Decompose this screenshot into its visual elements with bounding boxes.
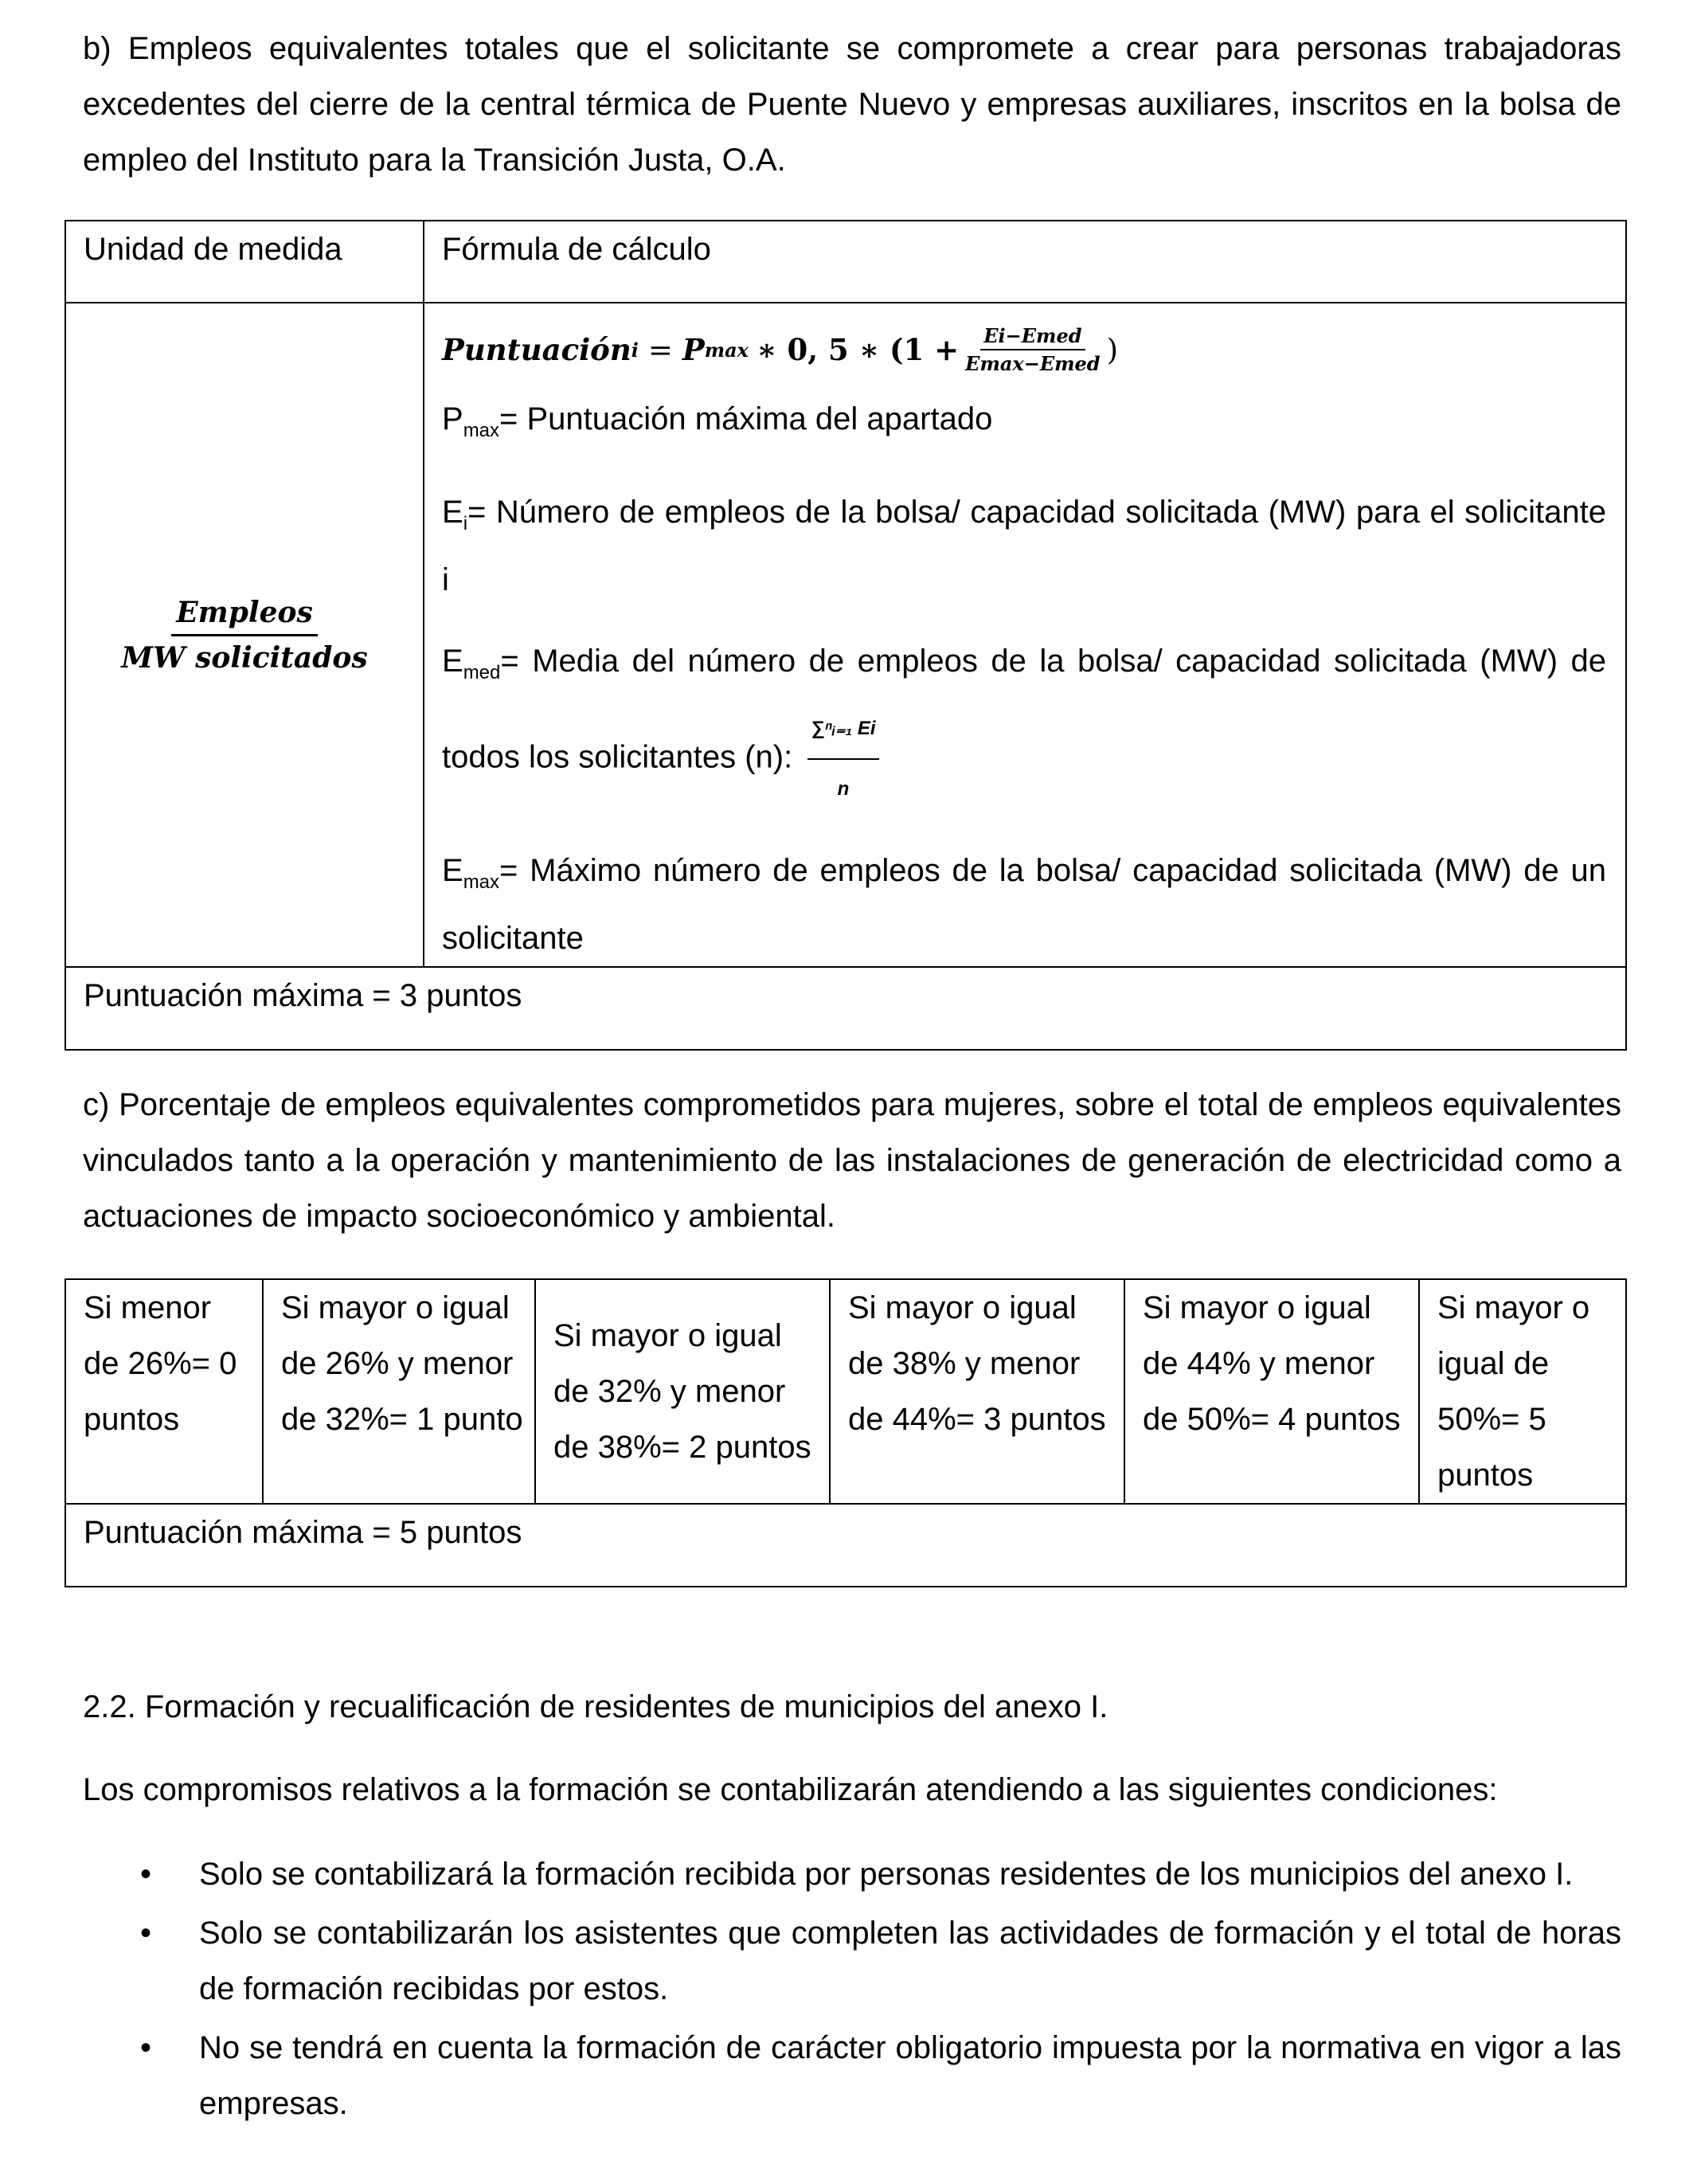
score-cell-1: Si mayor o igual de 26% y menor de 32%= 1 punto bbox=[263, 1279, 535, 1504]
section-c-intro: c) Porcentaje de empleos equivalentes comprometidos para mujeres, sobre el total de empleos equivalentes vinculados tanto a la operación y mantenimiento de las instalaciones de generación de electricidad como a actuaciones de impacto socioeconómico y ambiental. bbox=[83, 1087, 1621, 1234]
list-item: • Solo se contabilizarán los asistentes que completen las actividades de formación y el total de horas de formación recibidas por estos. bbox=[83, 1905, 1621, 2017]
header-unit: Unidad de medida bbox=[84, 232, 342, 267]
score-cell-2: Si mayor o igual de 32% y menor de 38%= 2 puntos bbox=[535, 1279, 830, 1504]
def-ei: $E_i=$ Número de empleos de la bolsa/ capacidad solicitada (MW) para el solicitante i bbox=[442, 495, 1606, 597]
emed-fraction: $\frac{\text{∑ⁿᵢ₌₁ Ei}}{n}$ bbox=[807, 701, 878, 817]
bullet-icon: • bbox=[140, 1857, 152, 1892]
score-cell-5: Si mayor o igual de 50%= 5 puntos bbox=[1419, 1279, 1626, 1504]
bullet-icon: • bbox=[140, 2030, 152, 2065]
header-formula-cell bbox=[424, 221, 1626, 303]
employment-formula-table bbox=[65, 220, 1627, 1051]
unit-numerator: Empleos bbox=[171, 596, 318, 636]
def-pmax: $P_{max}=$ Puntuación máxima del apartado bbox=[442, 401, 993, 441]
bullet-icon: • bbox=[140, 1916, 152, 1951]
list-item: • Solo se contabilizará la formación recibida por personas residentes de los municipios del anexo I. bbox=[83, 1846, 1621, 1902]
formula-lhs: Puntuación bbox=[442, 332, 631, 367]
score-cell-0: Si menor de 26%= 0 puntos bbox=[65, 1279, 263, 1504]
women-percentage-table bbox=[65, 1278, 1627, 1587]
def-emed: $E_{med}=$ Media del número de empleos de la bolsa/ capacidad solicitada (MW) de todos los solicitantes (n): $\frac{\text{∑ⁿᵢ₌₁ Ei}}{n}$ bbox=[442, 633, 1606, 817]
def-emax: $E_{max}=$ Máximo número de empleos de la bolsa/ capacidad solicitada (MW) de un solicitante bbox=[442, 853, 1606, 956]
conditions-list bbox=[83, 1846, 1621, 2135]
section-b-intro: b) Empleos equivalentes totales que el solicitante se compromete a crear para personas trabajadoras excedentes del cierre de la central térmica de Puente Nuevo y empresas auxiliares, inscritos en la bolsa de empleo del Instituto para la Transición Justa, O.A. bbox=[83, 31, 1621, 178]
score-formula: Puntuación i = P max ∗ 0, 5 ∗ (1 + Ei−Emed Emax−Emed ) bbox=[442, 324, 1119, 375]
list-item: • No se tendrá en cuenta la formación de carácter obligatorio impuesta por la normativa en vigor a las empresas. bbox=[83, 2020, 1621, 2131]
score-cell-3: Si mayor o igual de 38% y menor de 44%= 3 puntos bbox=[830, 1279, 1124, 1504]
unit-cell bbox=[65, 303, 424, 967]
unit-denominator: MW solicitados bbox=[121, 640, 368, 675]
header-formula: Fórmula de cálculo bbox=[442, 232, 711, 267]
header-unit-cell bbox=[65, 221, 424, 303]
section-22-intro: Los compromisos relativos a la formación se contabilizarán atendiendo a las siguientes condiciones: bbox=[83, 1772, 1498, 1807]
score-cell-4: Si mayor o igual de 44% y menor de 50%= 4 puntos bbox=[1124, 1279, 1419, 1504]
formula-fraction: Ei−Emed Emax−Emed bbox=[965, 324, 1101, 375]
table-b-footer: Puntuación máxima = 3 puntos bbox=[65, 967, 1626, 1050]
unit-fraction bbox=[116, 596, 372, 675]
section-22-heading: 2.2. Formación y recualificación de residentes de municipios del anexo I. bbox=[83, 1689, 1108, 1724]
table-c-footer: Puntuación máxima = 5 puntos bbox=[65, 1504, 1626, 1587]
formula-cell bbox=[424, 303, 1626, 967]
